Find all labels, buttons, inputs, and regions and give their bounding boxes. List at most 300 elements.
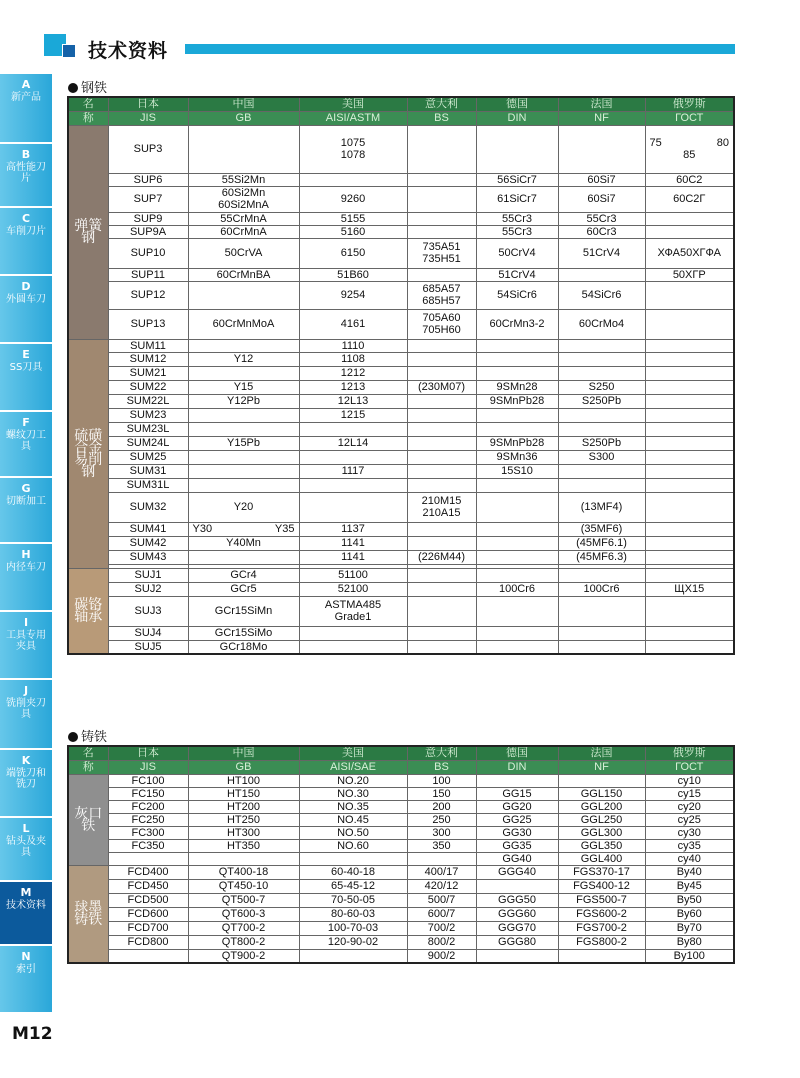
- table-cell: [645, 225, 734, 238]
- table-cell: By100: [645, 949, 734, 963]
- table-cell: [645, 522, 734, 536]
- table-cell: GG15: [476, 787, 558, 800]
- sidebar-tab-d[interactable]: [0, 276, 52, 344]
- table-cell: [645, 408, 734, 422]
- table-header-cell: 美国: [299, 97, 407, 111]
- table-cell: [645, 536, 734, 550]
- table-cell: [407, 186, 476, 212]
- table-cell: [299, 492, 407, 522]
- table-cell: [407, 212, 476, 225]
- table-row: [68, 800, 734, 813]
- table-header-cell: GB: [188, 760, 299, 774]
- table-cell: By70: [645, 921, 734, 935]
- table-cell: 735A51 735H51: [407, 238, 476, 268]
- table-cell: [476, 640, 558, 654]
- table-cell: [645, 478, 734, 492]
- table-row: [68, 852, 734, 865]
- table-cell: SUM21: [108, 366, 188, 380]
- table-cell: 60C2: [645, 173, 734, 186]
- table-header-cell: GB: [188, 111, 299, 125]
- table-cell: SUJ4: [108, 626, 188, 640]
- table-cell: S250Pb: [558, 394, 645, 408]
- table-cell: [407, 125, 476, 173]
- table-cell: 60C2Г: [645, 186, 734, 212]
- table-cell: [188, 450, 299, 464]
- sidebar-tab-label: 索引: [16, 964, 36, 975]
- sidebar-tab-m[interactable]: [0, 882, 52, 946]
- table-cell: GGG80: [476, 935, 558, 949]
- table-row: [68, 839, 734, 852]
- table-cell: [407, 852, 476, 865]
- table-cell: 12L14: [299, 436, 407, 450]
- table-cell: GGG50: [476, 893, 558, 907]
- table-cell: [476, 492, 558, 522]
- table-cell: SUJ5: [108, 640, 188, 654]
- table-cell: GGL300: [558, 826, 645, 839]
- table-cell: cy30: [645, 826, 734, 839]
- page-number: M12: [12, 1024, 53, 1044]
- table-cell: 9SMnPb28: [476, 436, 558, 450]
- sidebar-tab-k[interactable]: [0, 750, 52, 818]
- table-cell: S250: [558, 380, 645, 394]
- table-row: [68, 281, 734, 309]
- sidebar-tab-c[interactable]: [0, 208, 52, 276]
- table-row: [68, 935, 734, 949]
- table-row: [68, 826, 734, 839]
- sidebar-tab-l[interactable]: [0, 818, 52, 882]
- table-header-cell: 意大利: [407, 97, 476, 111]
- table-row: [68, 309, 734, 339]
- table-cell: GGL200: [558, 800, 645, 813]
- sidebar-tab-n[interactable]: [0, 946, 52, 1014]
- table-row: [68, 879, 734, 893]
- table-row: [68, 492, 734, 522]
- table-cell: [558, 366, 645, 380]
- table-cell: cy10: [645, 774, 734, 787]
- table-cell: [188, 550, 299, 564]
- table-cell: FC300: [108, 826, 188, 839]
- table-cell: QT600-3: [188, 907, 299, 921]
- table-cell: [558, 408, 645, 422]
- table-cell: NO.30: [299, 787, 407, 800]
- table-cell: 60CrMnA: [188, 225, 299, 238]
- table-cell: [407, 173, 476, 186]
- table-cell: 52100: [299, 582, 407, 596]
- table-cell: [645, 380, 734, 394]
- table-cell: SUP9: [108, 212, 188, 225]
- group-label-spring: 弹簧钢: [68, 125, 108, 339]
- table-cell: [188, 422, 299, 436]
- table-cell: SUM41: [108, 522, 188, 536]
- table-cell: 100Cr6: [476, 582, 558, 596]
- table-cell: 300: [407, 826, 476, 839]
- table-cell: SUP11: [108, 268, 188, 281]
- table-cell: [645, 436, 734, 450]
- table-cell: [407, 394, 476, 408]
- table-cell: S300: [558, 450, 645, 464]
- table-cell: SUM22L: [108, 394, 188, 408]
- sidebar-tab-label: 螺纹刀工具: [6, 430, 46, 452]
- sidebar-tab-letter: K: [21, 754, 31, 767]
- table-cell: cy25: [645, 813, 734, 826]
- table-cell: GG20: [476, 800, 558, 813]
- table-header-cell: 中国: [188, 97, 299, 111]
- table-cell: Y40Mn: [188, 536, 299, 550]
- table-cell: ХФА50ХГФА: [645, 238, 734, 268]
- table-cell: QT500-7: [188, 893, 299, 907]
- bullet-icon: [68, 83, 78, 93]
- table-cell: [558, 464, 645, 478]
- table-row: [68, 949, 734, 963]
- table-cell: FCD800: [108, 935, 188, 949]
- table-cell: [558, 568, 645, 582]
- sidebar-tab-letter: I: [23, 616, 29, 629]
- table-header-cell: 名: [68, 746, 108, 760]
- table-cell: [645, 596, 734, 626]
- table-cell: 100-70-03: [299, 921, 407, 935]
- table-cell: SUM31: [108, 464, 188, 478]
- table-row: [68, 394, 734, 408]
- table-cell: cy15: [645, 787, 734, 800]
- table-cell: 120-90-02: [299, 935, 407, 949]
- table-row: [68, 450, 734, 464]
- table-cell: FC250: [108, 813, 188, 826]
- table-row: [68, 536, 734, 550]
- table-cell: (13MF4): [558, 492, 645, 522]
- table-cell: HT300: [188, 826, 299, 839]
- table-cell: [476, 550, 558, 564]
- sidebar-tab-label: 车削刀片: [6, 226, 46, 237]
- table-cell: Y30 Y35: [188, 522, 299, 536]
- table-cell: (35MF6): [558, 522, 645, 536]
- table-cell: [476, 879, 558, 893]
- table-cell: [407, 268, 476, 281]
- sidebar-tab-label: 技术资料: [6, 900, 46, 911]
- table-cell: [558, 478, 645, 492]
- table-cell: NO.45: [299, 813, 407, 826]
- sidebar-tab-a[interactable]: [0, 74, 52, 144]
- table-cell: FGS700-2: [558, 921, 645, 935]
- table-cell: [299, 626, 407, 640]
- sidebar-tab-letter: F: [22, 416, 30, 429]
- sidebar-tab-letter: D: [21, 280, 31, 293]
- table-cell: SUP7: [108, 186, 188, 212]
- table-header-cell: 意大利: [407, 746, 476, 760]
- table-cell: [188, 408, 299, 422]
- table-row: [68, 813, 734, 826]
- table-cell: 1075 1078: [299, 125, 407, 173]
- table-cell: NO.35: [299, 800, 407, 813]
- table-cell: (45MF6.1): [558, 536, 645, 550]
- table-header-cell: AISI/ASTM: [299, 111, 407, 125]
- table-cell: By50: [645, 893, 734, 907]
- table-cell: 60CrMo4: [558, 309, 645, 339]
- table-cell: 15S10: [476, 464, 558, 478]
- sidebar-tab-letter: J: [23, 684, 29, 697]
- sidebar-tab-g[interactable]: [0, 478, 52, 544]
- sidebar-tab-h[interactable]: [0, 544, 52, 612]
- table-cell: 65-45-12: [299, 879, 407, 893]
- table-cell: FC100: [108, 774, 188, 787]
- sidebar-tab-letter: B: [21, 148, 31, 161]
- table-cell: QT800-2: [188, 935, 299, 949]
- table-cell: 1213: [299, 380, 407, 394]
- table-cell: 1141: [299, 536, 407, 550]
- table-cell: 900/2: [407, 949, 476, 963]
- table-cell: 51CrV4: [558, 238, 645, 268]
- table-cell: [188, 478, 299, 492]
- table-row: [68, 596, 734, 626]
- table-cell: [407, 596, 476, 626]
- table-cell: 50CrVA: [188, 238, 299, 268]
- table-header-cell: 日本: [108, 746, 188, 760]
- table-cell: 5155: [299, 212, 407, 225]
- table-cell: FCD450: [108, 879, 188, 893]
- group-label-gray-iron: 灰口铁: [68, 774, 108, 865]
- table-cell: SUM23: [108, 408, 188, 422]
- table-cell: [476, 568, 558, 582]
- table-cell: Y15: [188, 380, 299, 394]
- sidebar-tab-label: 铣削夹刀具: [6, 698, 46, 720]
- table-cell: [558, 422, 645, 436]
- table-row: [68, 352, 734, 366]
- table-cell: [188, 125, 299, 173]
- table-cell: SUP6: [108, 173, 188, 186]
- table-cell: 60Si7: [558, 173, 645, 186]
- table-header-cell: ГОСТ: [645, 760, 734, 774]
- sidebar-tab-f[interactable]: [0, 412, 52, 478]
- table-cell: FGS600-2: [558, 907, 645, 921]
- table-cell: 700/2: [407, 921, 476, 935]
- table-cell: [407, 408, 476, 422]
- table-cell: 60-40-18: [299, 865, 407, 879]
- table-cell: [645, 626, 734, 640]
- table-cell: 210M15 210A15: [407, 492, 476, 522]
- table-cell: SUP3: [108, 125, 188, 173]
- table-header-cell: BS: [407, 760, 476, 774]
- table-row: [68, 568, 734, 582]
- table-cell: [407, 478, 476, 492]
- table-cell: [188, 366, 299, 380]
- table-cell: [407, 422, 476, 436]
- table-cell: 250: [407, 813, 476, 826]
- table-cell: FGS370-17: [558, 865, 645, 879]
- table-cell: Y12Pb: [188, 394, 299, 408]
- table-row: [68, 408, 734, 422]
- table-cell: Y12: [188, 352, 299, 366]
- sidebar-tab-letter: L: [22, 822, 30, 835]
- cast-iron-table: [67, 745, 735, 964]
- table-cell: [476, 774, 558, 787]
- table-cell: [645, 281, 734, 309]
- table-cell: SUM23L: [108, 422, 188, 436]
- table-cell: NO.20: [299, 774, 407, 787]
- table-cell: GGG60: [476, 907, 558, 921]
- table-cell: [558, 596, 645, 626]
- table-cell: 9254: [299, 281, 407, 309]
- sidebar-tab-label: 端铣刀和铣刀: [6, 768, 46, 790]
- table-row: [68, 186, 734, 212]
- table-cell: HT150: [188, 787, 299, 800]
- table-cell: FCD400: [108, 865, 188, 879]
- table-row: [68, 380, 734, 394]
- table-cell: [645, 352, 734, 366]
- table-cell: [558, 125, 645, 173]
- table-cell: S250Pb: [558, 436, 645, 450]
- table-cell: [645, 568, 734, 582]
- table-cell: SUP12: [108, 281, 188, 309]
- table-cell: SUM12: [108, 352, 188, 366]
- table-cell: HT250: [188, 813, 299, 826]
- table-cell: 1117: [299, 464, 407, 478]
- bullet-icon: [68, 732, 78, 742]
- table-cell: 9SMn36: [476, 450, 558, 464]
- table-header-cell: JIS: [108, 111, 188, 125]
- group-label-ductile-iron: 球墨铸铁: [68, 865, 108, 963]
- table-header-row: [68, 760, 734, 774]
- table-cell: SUM11: [108, 339, 188, 352]
- table-header-cell: 中国: [188, 746, 299, 760]
- table-cell: FCD700: [108, 921, 188, 935]
- table-cell: [108, 949, 188, 963]
- table-cell: QT700-2: [188, 921, 299, 935]
- sidebar-tab-letter: A: [21, 78, 31, 91]
- table-cell: [407, 582, 476, 596]
- table-cell: 60CrMnMoA: [188, 309, 299, 339]
- sidebar-tab-label: 高性能刀片: [6, 162, 46, 184]
- table-cell: 51100: [299, 568, 407, 582]
- table-cell: [558, 268, 645, 281]
- table-cell: [407, 436, 476, 450]
- table-cell: SUM43: [108, 550, 188, 564]
- table-cell: HT200: [188, 800, 299, 813]
- table-cell: By80: [645, 935, 734, 949]
- table-cell: 1110: [299, 339, 407, 352]
- table-cell: 9260: [299, 186, 407, 212]
- table-cell: 60CrMnBA: [188, 268, 299, 281]
- table-cell: GCr4: [188, 568, 299, 582]
- table-cell: [407, 366, 476, 380]
- table-cell: 4161: [299, 309, 407, 339]
- sidebar-tab-label: 内径车刀: [6, 562, 46, 573]
- header-bar: [185, 44, 735, 54]
- table-cell: By45: [645, 879, 734, 893]
- table-cell: [407, 536, 476, 550]
- table-cell: 1108: [299, 352, 407, 366]
- table-cell: 60Si7: [558, 186, 645, 212]
- table-cell: 350: [407, 839, 476, 852]
- table-cell: 70-50-05: [299, 893, 407, 907]
- table-cell: SUM22: [108, 380, 188, 394]
- table-cell: 55Cr3: [476, 225, 558, 238]
- table-row: [68, 268, 734, 281]
- table-cell: [188, 464, 299, 478]
- table-header-cell: 日本: [108, 97, 188, 111]
- table-cell: 55CrMnA: [188, 212, 299, 225]
- table-cell: SUP9A: [108, 225, 188, 238]
- table-cell: [188, 281, 299, 309]
- group-label-bearing: 碳铬轴承: [68, 568, 108, 654]
- table-cell: FGS500-7: [558, 893, 645, 907]
- table-cell: 400/17: [407, 865, 476, 879]
- table-cell: By40: [645, 865, 734, 879]
- sidebar-tab-letter: N: [21, 950, 31, 963]
- table-cell: Y20: [188, 492, 299, 522]
- header-small-square-icon: [62, 44, 76, 58]
- table-header-row: [68, 111, 734, 125]
- table-cell: SUJ2: [108, 582, 188, 596]
- table-cell: [558, 949, 645, 963]
- sidebar-tab-label: SS刀具: [9, 362, 43, 373]
- table-row: [68, 865, 734, 879]
- sidebar-tab-letter: H: [21, 548, 31, 561]
- table-header-cell: 法国: [558, 97, 645, 111]
- table-header-cell: 美国: [299, 746, 407, 760]
- table-cell: FC150: [108, 787, 188, 800]
- sidebar-tab-e[interactable]: [0, 344, 52, 412]
- table-cell: [558, 626, 645, 640]
- table-cell: 150: [407, 787, 476, 800]
- table-row: [68, 626, 734, 640]
- table-header-row: [68, 97, 734, 111]
- sidebar-tab-label: 新产品: [11, 92, 41, 103]
- group-label-free-cutting: 硫磺合金易削钢: [68, 339, 108, 568]
- table-cell: [299, 173, 407, 186]
- table-cell: HT350: [188, 839, 299, 852]
- table-cell: GG35: [476, 839, 558, 852]
- table-cell: FCD600: [108, 907, 188, 921]
- table-cell: [476, 408, 558, 422]
- table-cell: FGS400-12: [558, 879, 645, 893]
- sidebar-tab-letter: M: [20, 886, 32, 899]
- sidebar-tab-b[interactable]: [0, 144, 52, 208]
- table-cell: Y15Pb: [188, 436, 299, 450]
- table-row: [68, 125, 734, 173]
- table-cell: 685A57 685H57: [407, 281, 476, 309]
- table-cell: QT450-10: [188, 879, 299, 893]
- table-cell: (226M44): [407, 550, 476, 564]
- table-cell: 9SMnPb28: [476, 394, 558, 408]
- table-cell: SUM24L: [108, 436, 188, 450]
- table-cell: [645, 640, 734, 654]
- table-cell: 6150: [299, 238, 407, 268]
- table-header-cell: BS: [407, 111, 476, 125]
- table-cell: SUM42: [108, 536, 188, 550]
- table-cell: [188, 339, 299, 352]
- table-cell: [299, 852, 407, 865]
- table-cell: GG30: [476, 826, 558, 839]
- table-cell: FC350: [108, 839, 188, 852]
- table-cell: [407, 352, 476, 366]
- table-header-cell: 名: [68, 97, 108, 111]
- table-cell: 1212: [299, 366, 407, 380]
- table-cell: 61SiCr7: [476, 186, 558, 212]
- table-row: [68, 478, 734, 492]
- table-cell: 51B60: [299, 268, 407, 281]
- table-row: [68, 640, 734, 654]
- table-header-cell: NF: [558, 760, 645, 774]
- sidebar: [0, 74, 56, 1014]
- table-cell: 56SiCr7: [476, 173, 558, 186]
- table-cell: SUJ3: [108, 596, 188, 626]
- table-cell: GGG70: [476, 921, 558, 935]
- table-row: [68, 582, 734, 596]
- table-cell: [299, 640, 407, 654]
- table-row: [68, 774, 734, 787]
- sidebar-tab-j[interactable]: [0, 680, 52, 750]
- table-cell: [407, 522, 476, 536]
- sidebar-tab-i[interactable]: [0, 612, 52, 680]
